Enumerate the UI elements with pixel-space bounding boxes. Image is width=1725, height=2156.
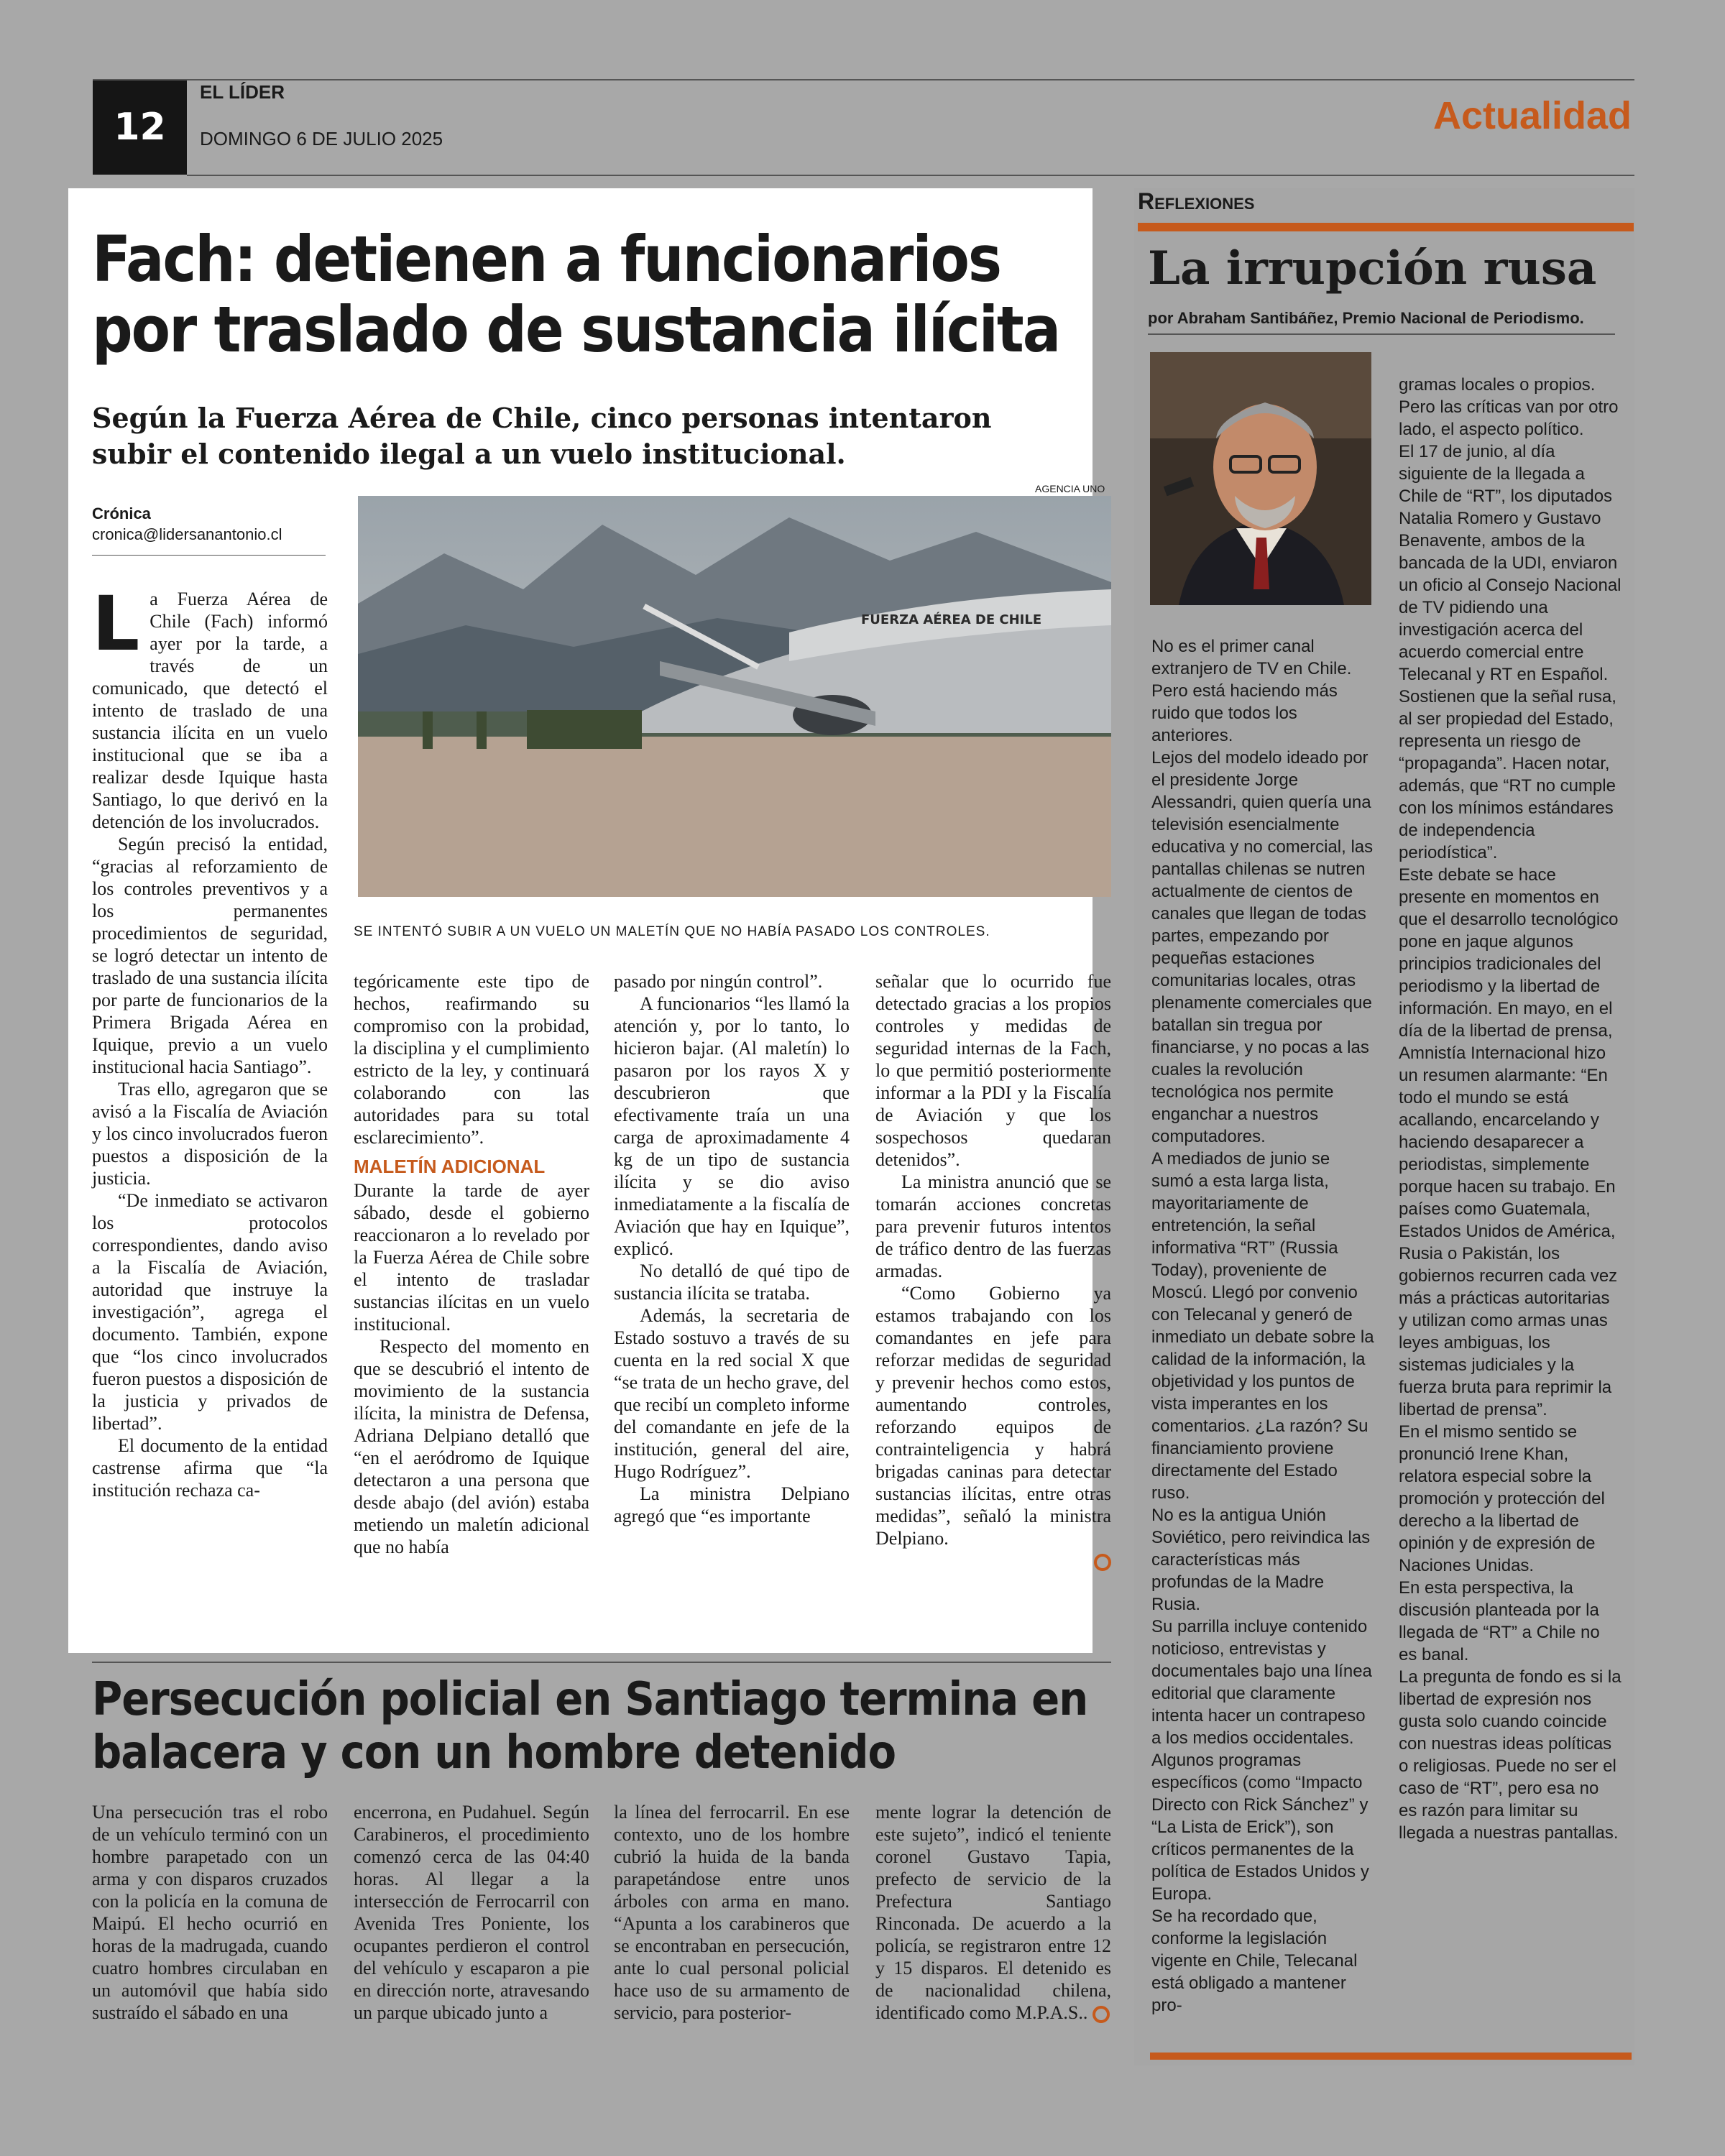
sidebar-accent-rule bbox=[1138, 223, 1634, 231]
sidebar-col-1 bbox=[1151, 635, 1374, 2017]
second-col-2 bbox=[354, 1801, 589, 2024]
issue-date: DOMINGO 6 DE JULIO 2025 bbox=[200, 128, 443, 149]
paragraph: la línea del ferrocarril. En ese contexto, uno de los hombre cubrió la huida de la banda parapetándose entre unos árboles con arma en mano. “Apunta a los carabineros que se encontraban en persecución, ante lo cual personal policial hace uso de su armamento de servicio, para posterior- bbox=[614, 1802, 850, 2023]
paragraph: La ministra Delpiano agregó que “es importante bbox=[614, 1483, 850, 1526]
paragraph: a Fuerza Aérea de Chile (Fach) informó ayer por la tarde, a través de un comunicado, que detectó el intento de traslado de una sustancia ilícita en un vuelo institucional que se iba a realizar desde Iquique hasta Santiago, lo que derivó en la detención de los involucrados. bbox=[92, 589, 328, 832]
main-col-3 bbox=[614, 970, 850, 1527]
paragraph: No detalló de qué tipo de sustancia ilícita se trataba. bbox=[614, 1261, 850, 1304]
second-col-3 bbox=[614, 1801, 850, 2024]
main-deck: Según la Fuerza Aérea de Chile, cinco personas intentaron subir el contenido ilegal a un vuelo institucional. bbox=[92, 402, 992, 470]
sidebar-byline: por Abraham Santibáñez, Premio Nacional de Periodismo. bbox=[1148, 309, 1584, 327]
paragraph: Según precisó la entidad, “gracias al reforzamiento de los controles preventivos y a los permanentes procedimientos de seguridad, se logró detectar un intento de traslado de una sustancia ilícita por parte de funcionarios de la Primera Brigada Aérea en Iquique, previo a un vuelo institucional hacia Santiago”. bbox=[92, 834, 328, 1077]
paragraph: Algunos programas específicos (como “Impacto Directo con Rick Sánchez” y “La Lista de Erick”), son críticos permanentes de la política de Estados Unidos y Europa. bbox=[1151, 1751, 1369, 1904]
paragraph: Una persecución tras el robo de un vehículo terminó con un hombre parapetado con un arma y con disparos cruzados con la policía en la comuna de Maipú. El hecho ocurrió en horas de la madrugada, cuando cuatro hombres circulaban en un automóvil que había sido sustraído el sábado en una bbox=[92, 1802, 328, 2023]
paragraph: pasado por ningún control”. bbox=[614, 971, 823, 992]
paragraph: gramas locales o propios. Pero las críticas van por otro lado, el aspecto político. bbox=[1399, 375, 1619, 439]
second-headline: Persecución policial en Santiago termina en balacera y con un hombre detenido bbox=[92, 1673, 1088, 1779]
paragraph: La ministra anunció que se tomarán acciones concretas para prevenir futuros intentos de tráfico dentro de las fuerzas armadas. bbox=[875, 1171, 1111, 1281]
second-col-4 bbox=[875, 1801, 1111, 2024]
paragraph: A funcionarios “les llamó la atención y, por lo tanto, lo hicieron bajar. (Al maletín) lo pasaron por los rayos X y descubrieron que efectivamente traía un una carga de aproximadamente 4 kg de un tipo de sustancia ilícita y se dio aviso inmediatamente a la fiscalía de Aviación que hay en Iquique”, explicó. bbox=[614, 993, 850, 1259]
main-headline: Fach: detienen a funcionarios por traslado de sustancia ilícita bbox=[92, 222, 1060, 367]
paragraph: “Como Gobierno ya estamos trabajando con los comandantes en jefe para reforzar medidas de seguridad y prevenir hechos como estos, aumentando controles, reforzando equipos de contrainteligencia y habrá brigadas caninas para detectar sustancias ilícitas, entre otras medidas”, señaló la ministra Delpiano. bbox=[875, 1283, 1111, 1549]
byline-name: Crónica bbox=[92, 505, 151, 522]
main-col-1 bbox=[92, 580, 328, 1501]
second-col-1 bbox=[92, 1801, 328, 2024]
sidebar-title: La irrupción rusa bbox=[1148, 241, 1597, 295]
end-mark-icon bbox=[1094, 1554, 1111, 1571]
sidebar-byline-rule bbox=[1148, 333, 1615, 335]
photo-credit: AGENCIA UNO bbox=[1035, 483, 1105, 494]
paragraph: Respecto del momento en que se descubrió el intento de movimiento de la sustancia ilícita, la ministra de Defensa, Adriana Delpiano detalló que “en el aeródromo de Iquique detectaron a una persona que desde abajo (del avión) estaba metiendo un maletín adicional que no había bbox=[354, 1336, 589, 1557]
paragraph: El documento de la entidad castrense afirma que “la institución rechaza ca- bbox=[92, 1435, 328, 1501]
paragraph: mente lograr la detención de este sujeto”, indicó el teniente coronel Gustavo Tapia, prefecto de servicio de la Prefectura Santiago Rinconada. De acuerdo a la policía, se registraron entre 12 y 15 disparos. El detenido es de nacionalidad chilena, identificado como M.P.A.S.. bbox=[875, 1802, 1111, 2023]
paragraph: No es la antigua Unión Soviético, pero reivindica las características más profundas de la Madre Rusia. bbox=[1151, 1506, 1371, 1614]
byline-rule bbox=[92, 555, 326, 556]
paragraph: No es el primer canal extranjero de TV en Chile. Pero está haciendo más ruido que todos los anteriores. bbox=[1151, 637, 1352, 745]
section-title: Actualidad bbox=[1432, 94, 1632, 137]
paragraph: Este debate se hace presente en momentos en que el desarrollo tecnológico pone en jaque algunos principios tradicionales del periodismo y la libertad de información. En mayo, en el día de la libertad de prensa, Amnistía Internacional hizo un resumen alarmante: “En todo el mundo se está acallando, encarcelando y haciendo desaparecer a periodistas, simplemente porque hacen su trabajo. En países como Guatemala, Estados Unidos de América, Rusia o Pakistán, los gobiernos recurren cada vez más a prácticas autoritarias y utilizan como armas unas leyes ambiguas, los sistemas judiciales y la fuerza bruta para reprimir la libertad de prensa”. bbox=[1399, 865, 1619, 1419]
paragraph: Durante la tarde de ayer sábado, desde el gobierno reaccionaron a lo revelado por la Fuerza Aérea de Chile sobre el intento de trasladar sustancias ilícitas en un vuelo institucional. bbox=[354, 1180, 589, 1335]
paragraph: En esta perspectiva, la discusión planteada por la llegada de “RT” a Chile no es banal. bbox=[1399, 1578, 1600, 1664]
sidebar-col-2 bbox=[1399, 374, 1622, 1844]
paragraph: En el mismo sentido se pronunció Irene Khan, relatora especial sobre la promoción y protección del derecho a la libertad de opinión y de expresión de Naciones Unidas. bbox=[1399, 1422, 1605, 1575]
header-bottom-rule bbox=[187, 175, 1634, 176]
photo-caption: SE INTENTÓ SUBIR A UN VUELO UN MALETÍN QUE NO HABÍA PASADO LOS CONTROLES. bbox=[354, 924, 990, 939]
drop-cap: L bbox=[92, 580, 140, 668]
plane-lettering: FUERZA AÉREA DE CHILE bbox=[861, 612, 1042, 627]
paragraph: “De inmediato se activaron los protocolos correspondientes, dando aviso a la Fiscalía de Aviación, autoridad que instruye la investigación”, agrega el documento. También, expone que “los cinco involucrados fueron puestos a disposición de la justicia y privados de libertad”. bbox=[92, 1190, 328, 1434]
byline-email: cronica@lidersanantonio.cl bbox=[92, 525, 282, 543]
author-portrait bbox=[1150, 352, 1371, 605]
end-mark-icon bbox=[1092, 2006, 1110, 2023]
paragraph: encerrona, en Pudahuel. Según Carabineros, el procedimiento comenzó cerca de las 04:40 horas. Al llegar a la intersección de Ferrocarril con Avenida Tres Poniente, los ocupantes perdieron el control del vehículo y escaparon a pie en dirección norte, atravesando un parque ubicado junto a bbox=[354, 1802, 589, 2023]
paragraph: Además, la secretaria de Estado sostuvo a través de su cuenta en la red social X que “se trata de un hecho grave, del que recibí un completo informe del comandante en jefe de la institución, general del aire, Hugo Rodríguez”. bbox=[614, 1305, 850, 1482]
newspaper-name: EL LÍDER bbox=[200, 81, 285, 103]
paragraph: tegóricamente este tipo de hechos, reafirmando su compromiso con la probidad, la disciplina y el cumplimiento estricto de la ley, y continuará colaborando con las autoridades para su total esclarecimiento”. bbox=[354, 971, 589, 1148]
paragraph: Sostienen que la señal rusa, al ser propiedad del Estado, representa un riesgo de “propaganda”. Hacen notar, además, que “RT no cumple con los mínimos estándares de independencia periodística”. bbox=[1399, 687, 1616, 862]
paragraph: El 17 de junio, al día siguiente de la llegada a Chile de “RT”, los diputados Natalia Romero y Gustavo Benavente, ambos de la bancada de la UDI, enviaron un oficio al Consejo Nacional de TV pidiendo una investigación acerca del acuerdo comercial entre Telecanal y RT en Español. bbox=[1399, 442, 1622, 684]
sidebar-label: Reflexiones bbox=[1138, 188, 1255, 214]
paragraph: A mediados de junio se sumó a esta larga lista, mayoritariamente de entretención, la señal informativa “RT” (Russia Today), proveniente de Moscú. Llegó por convenio con Telecanal y generó de inmediato un debate sobre la calidad de la información, la objetividad y los puntos de vista imperantes en los comentarios. ¿La razón? Su financiamiento proviene directamente del Estado ruso. bbox=[1151, 1149, 1374, 1503]
main-col-2 bbox=[354, 970, 589, 1558]
paragraph: Lejos del modelo ideado por el presidente Jorge Alessandri, quien quería una televisión esencialmente educativa y no comercial, las pantallas chilenas se nutren actualmente de cientos de canales que llegan de todas partes, empezando por pequeñas estaciones comunitarias locales, otras plenamente comerciales que batallan sin tregua por financiarse, y no pocas a las cuales la revolución tecnológica nos permite enganchar a nuestros computadores. bbox=[1151, 748, 1374, 1146]
main-col-4 bbox=[875, 970, 1111, 1572]
second-article-rule bbox=[92, 1662, 1111, 1663]
paragraph: Tras ello, agregaron que se avisó a la Fiscalía de Aviación y los cinco involucrados fueron puestos a disposición de la justicia. bbox=[92, 1079, 328, 1189]
paragraph: Su parrilla incluye contenido noticioso, entrevistas y documentales bajo una línea editorial que claramente intenta hacer un contrapeso a los medios occidentales. bbox=[1151, 1617, 1372, 1748]
paragraph: Se ha recordado que, conforme la legislación vigente en Chile, Telecanal está obligado a mantener pro- bbox=[1151, 1907, 1358, 2015]
paragraph: señalar que lo ocurrido fue detectado gracias a los propios controles y medidas de seguridad internas de la Fach, lo que permitió posteriormente informar a la PDI y la Fiscalía de Aviación y que los sospechosos quedaran detenidos”. bbox=[875, 971, 1111, 1170]
subhead: MALETÍN ADICIONAL bbox=[354, 1156, 546, 1177]
sidebar-bottom-rule bbox=[1150, 2053, 1632, 2060]
header-top-rule bbox=[93, 79, 1634, 80]
main-photo bbox=[358, 496, 1111, 897]
page-number: 12 bbox=[93, 79, 187, 175]
paragraph: La pregunta de fondo es si la libertad de expresión nos gusta solo cuando coincide con nuestras ideas políticas o religiosas. Puede no ser el caso de “RT”, pero esa no es razón para limitar su llegada a nuestras pantallas. bbox=[1399, 1667, 1622, 1843]
